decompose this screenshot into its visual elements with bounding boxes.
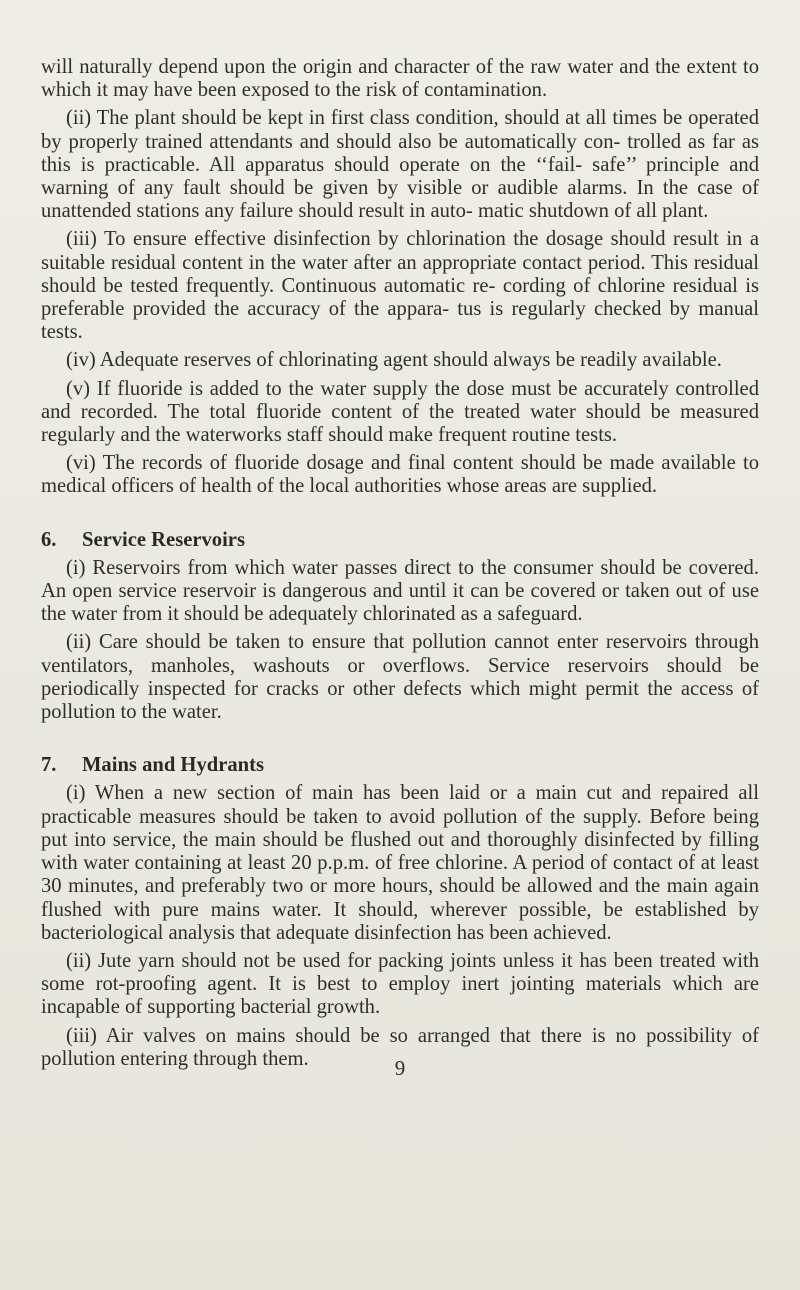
paragraph-iii-chlorination: (iii) To ensure effective disinfection by chlorination the dosage should result in a suitable residual content in the water after an appropriate contact period. This residual should be tested frequently. Continuous automatic re- cording of chlorine residual is preferable provided the accuracy of the appara- tus is regularly checked by manual tests. bbox=[41, 228, 759, 344]
paragraph-mains-ii: (ii) Jute yarn should not be used for packing joints unless it has been treated with some rot-proofing agent. It is best to employ inert jointing materials which are incapable of supporting bacterial growth. bbox=[41, 949, 759, 1019]
paragraph-continuation: will naturally depend upon the origin and character of the raw water and the extent to which it may have been exposed to the risk of contamination. bbox=[41, 56, 759, 102]
paragraph-iv-reserves: (iv) Adequate reserves of chlorinating agent should always be readily available. bbox=[66, 349, 722, 372]
section-number: 6. bbox=[41, 528, 57, 551]
page-number: 9 bbox=[394, 1056, 406, 1080]
paragraph-vi-fluoride-records: (vi) The records of fluoride dosage and final content should be made available to medical officers of health of the local authorities whose areas are supplied. bbox=[41, 452, 759, 498]
section-title: Mains and Hydrants bbox=[82, 754, 264, 777]
section-title: Service Reservoirs bbox=[82, 528, 245, 551]
section-number: 7. bbox=[41, 754, 57, 777]
paragraph-reservoirs-ii: (ii) Care should be taken to ensure that pollution cannot enter reservoirs through ventilators, manholes, washouts or overflows. Service reservoirs should be periodically inspected for cracks or other defects which might permit the access of pollution to the water. bbox=[41, 631, 759, 724]
paragraph-mains-iii: (iii) Air valves on mains should be so arranged that there is no possibility of pollution entering through them. bbox=[41, 1024, 759, 1070]
body-text bbox=[41, 56, 759, 1076]
section-heading-service-reservoirs bbox=[41, 529, 759, 552]
paragraph-ii-plant-condition: (ii) The plant should be kept in first class condition, should at all times be operated by properly trained attendants and should also be automatically con- trolled as far as this is practicable. All apparatus should operate on the ‘‘fail- safe’’ principle and warning of any fault should be given by visible or audible alarms. In the case of unattended stations any failure should result in auto- matic shutdown of all plant. bbox=[41, 107, 759, 223]
paragraph-mains-i: (i) When a new section of main has been laid or a main cut and repaired all practicable measures should be taken to avoid pollution of the supply. Before being put into service, the main should be flushed out and thoroughly disinfected by filling with water containing at least 20 p.p.m. of free chlorine. A period of contact of at least 30 minutes, and preferably two or more hours, should be allowed and the main again flushed with pure mains water. It should, wherever possible, be established by bacteriological analysis that adequate disinfection has been achieved. bbox=[41, 782, 759, 944]
paragraph-v-fluoride: (v) If fluoride is added to the water supply the dose must be accurately controlled and recorded. The total fluoride content of the treated water should be measured regularly and the waterworks staff should make frequent routine tests. bbox=[41, 377, 759, 447]
section-heading-mains-and-hydrants bbox=[41, 754, 759, 777]
paragraph-reservoirs-i: (i) Reservoirs from which water passes direct to the consumer should be covered. An open service reservoir is dangerous and until it can be covered or taken out of use the water from it should be adequately chlorinated as a safeguard. bbox=[41, 556, 759, 626]
